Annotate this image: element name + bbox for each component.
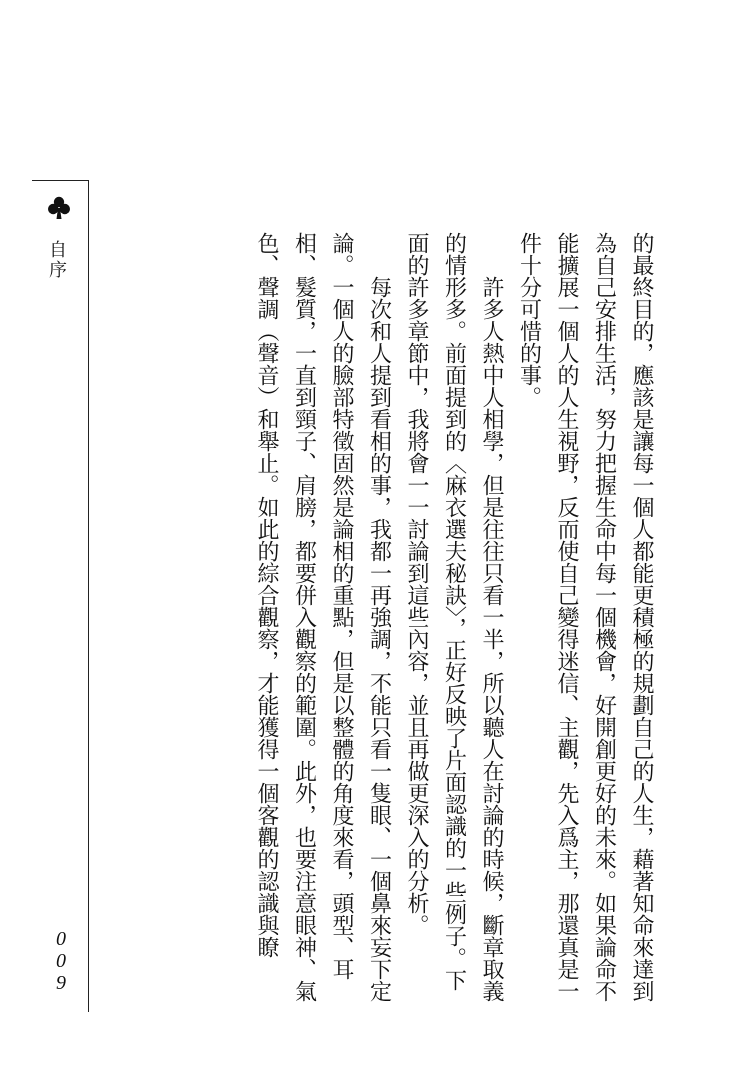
paragraph: 的最終目的，應該是讓每一個人都能更積極的規劃自己的人生，藉著知命來達到為自己安排生活，努力把握生命中每一個機會，好開創更好的未來。如果論命不能擴展一個人的人生視野，反而使自己變得迷信、主觀，先入爲主，那還真是一件十分可惜的事。 [516, 232, 654, 1002]
page-number-digit: 9 [56, 972, 66, 994]
section-label: 自序 [46, 240, 67, 280]
body-text [170, 232, 660, 1002]
paragraph: 許多人熱中人相學，但是往往只看一半，所以聽人在討論的時候，斷章取義的情形多。前面提到的〈麻衣選夫秘訣〉，正好反映了片面認識的一些例子。下面的許多章節中，我將會一一討論到這些內容，並且再做更深入的分析。 [404, 232, 504, 1002]
club-suit-icon [46, 195, 72, 221]
margin-side-rule [88, 180, 89, 1012]
page-number [46, 928, 76, 994]
page-number-digit: 0 [56, 928, 66, 950]
paragraph: 每次和人提到看相的事，我都一再強調，不能只看一隻眼、一個鼻來妄下定論。一個人的臉部特徵固然是論相的重點，但是以整體的角度來看，頭型、耳相、髮質，一直到頸子、肩膀，都要併入觀察的範圍。此外，也要注意眼神、氣色、聲調（聲音）和舉止。如此的綜合觀察，才能獲得一個客觀的認識與瞭 [254, 232, 392, 1002]
page-number-digit: 0 [56, 950, 66, 972]
margin-top-rule [32, 180, 89, 181]
